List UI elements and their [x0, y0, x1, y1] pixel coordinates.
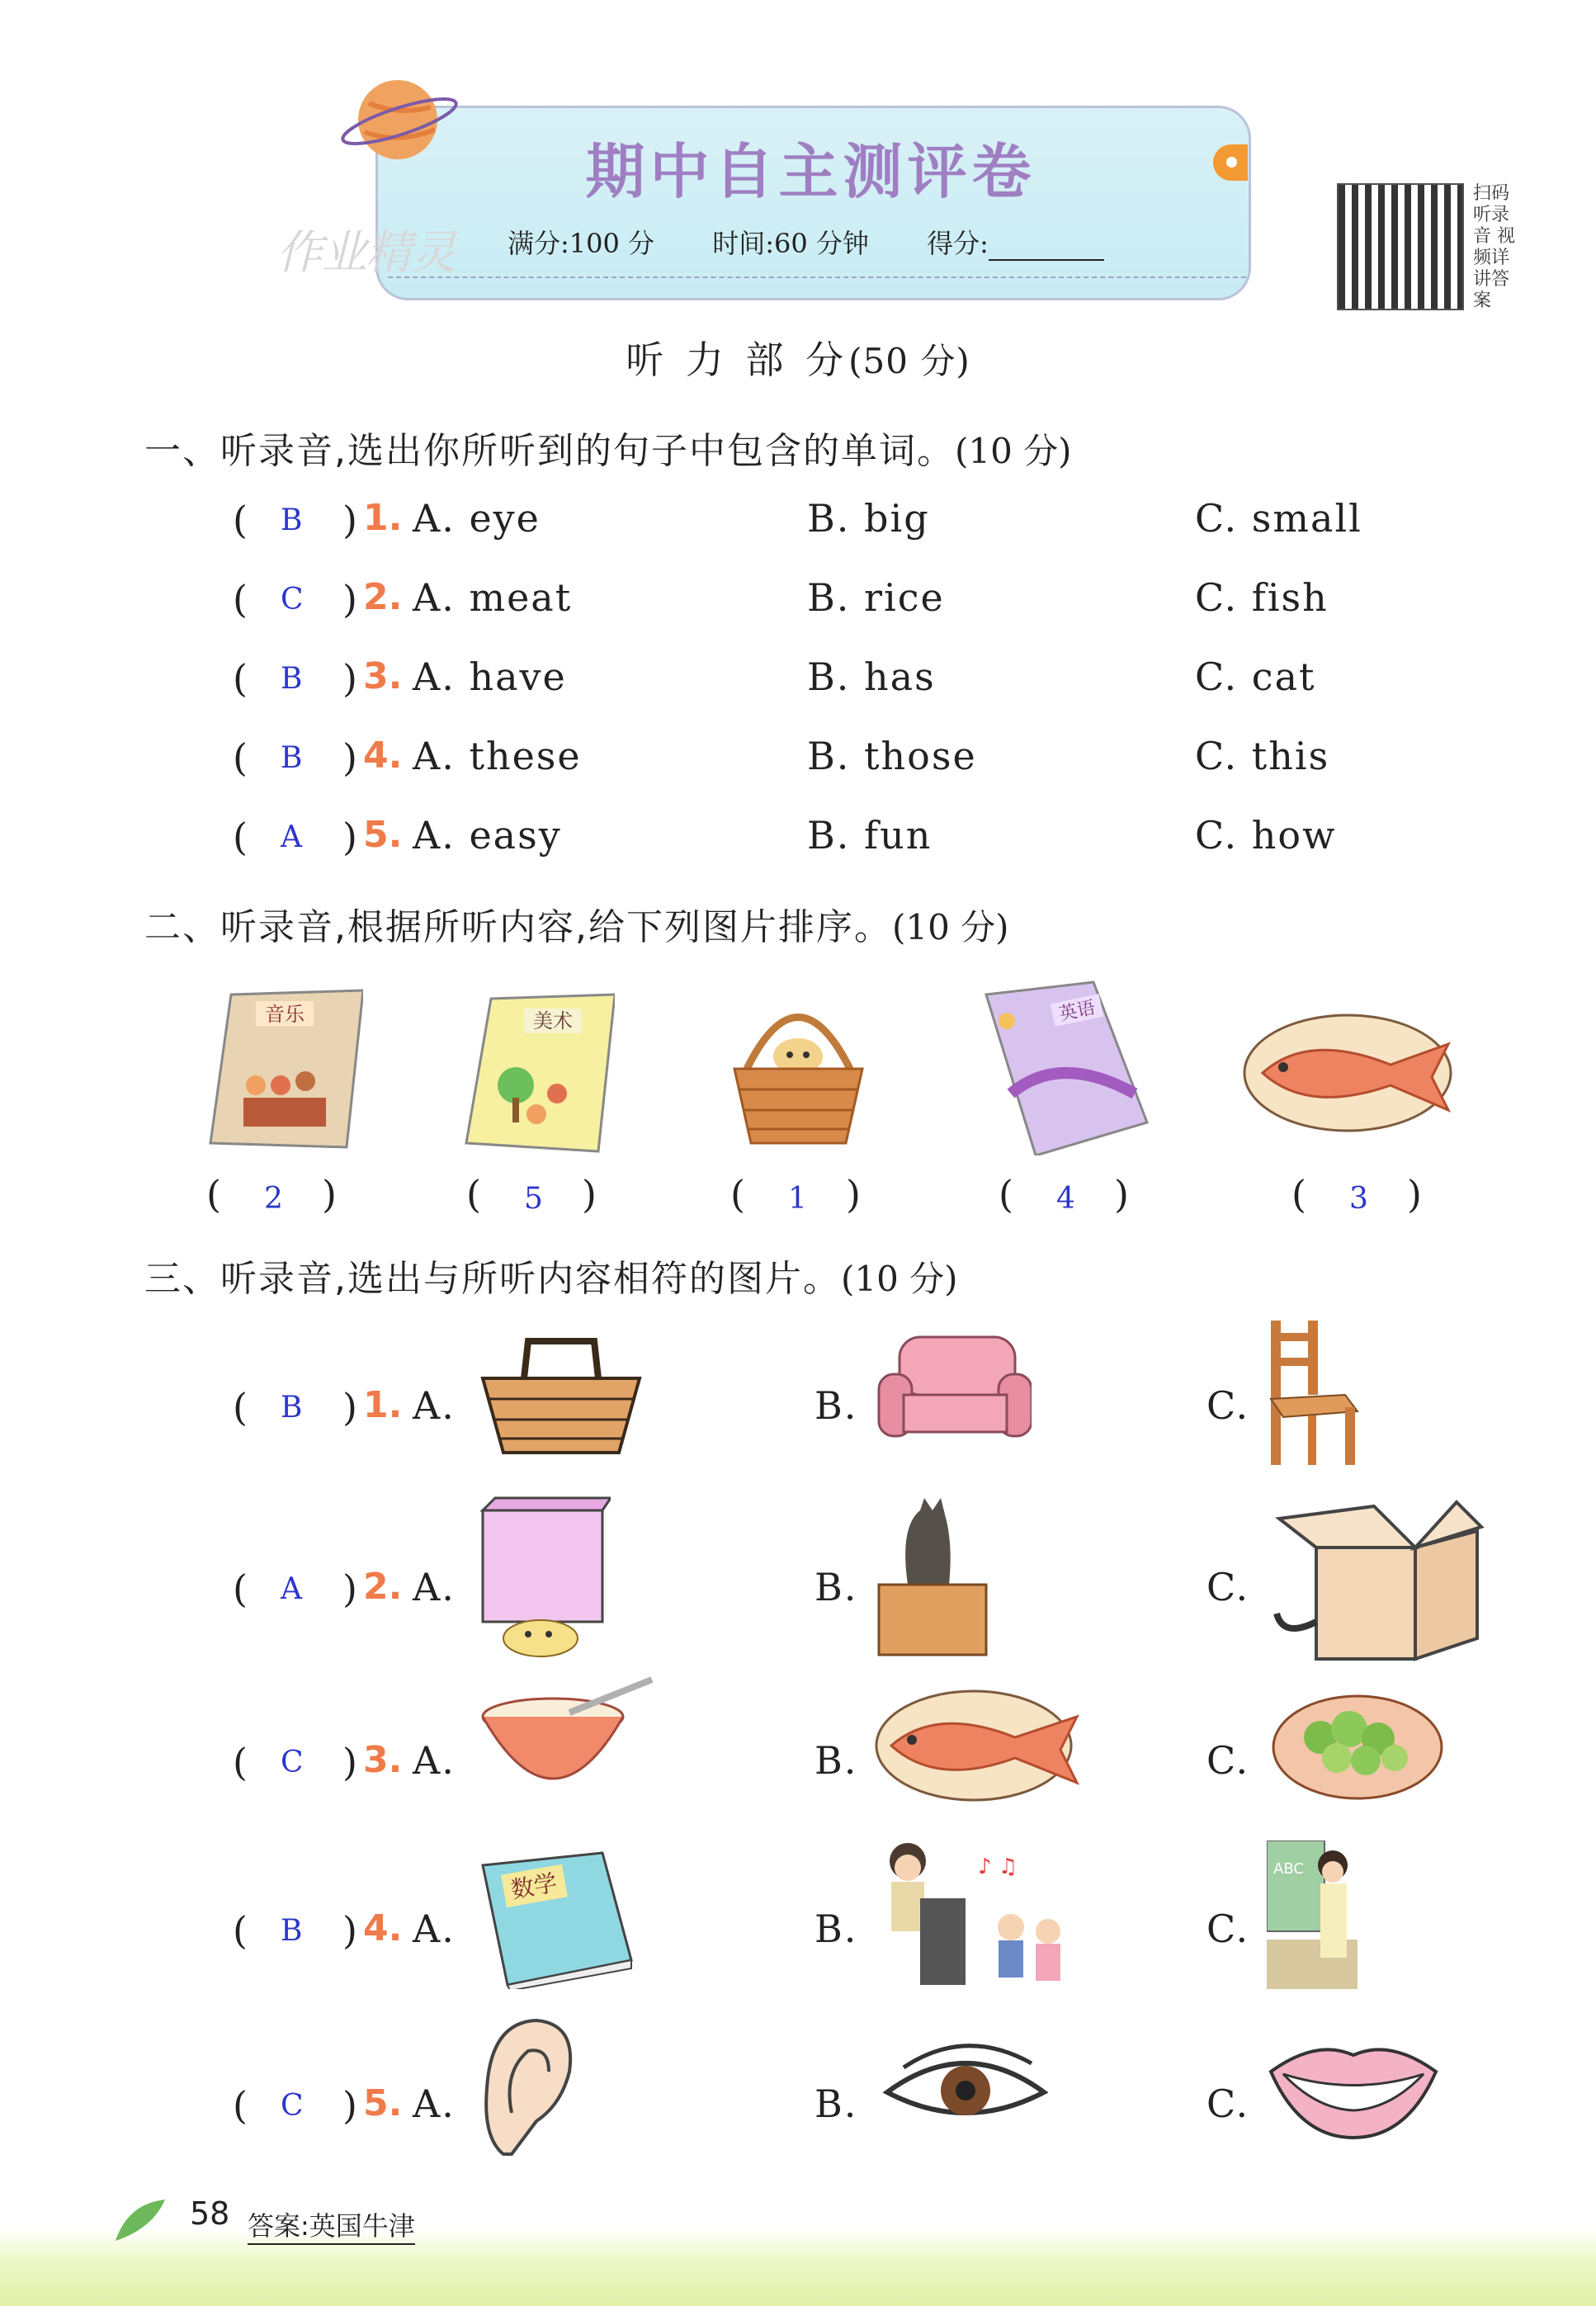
footer-ground: [0, 2228, 1596, 2306]
section2-title: 二、听录音,根据所听内容,给下列图片排序。(10 分): [144, 906, 1009, 948]
close-paren: ): [342, 815, 357, 859]
section3-row: [233, 2079, 1429, 2129]
part-heading: 听 力 部 分(50 分): [626, 338, 970, 382]
section1-row: [233, 731, 1429, 781]
picture-answer: ( 5 ): [466, 1172, 597, 1217]
option-b-label[interactable]: B.: [815, 1738, 858, 1783]
order-blank[interactable]: 2: [264, 1182, 283, 1216]
basket-icon: [479, 1333, 644, 1457]
section3-row: [233, 1381, 1429, 1430]
answer-blank[interactable]: B: [281, 662, 303, 696]
noodle-bowl-icon: [479, 1675, 660, 1807]
svg-text:美术: 美术: [533, 1009, 573, 1033]
score-label: 得分:: [927, 228, 1154, 259]
open-paren: (: [233, 498, 248, 542]
exam-info: [508, 223, 1203, 261]
art-book-icon: [458, 990, 615, 1155]
option-a[interactable]: A. eye: [413, 496, 541, 541]
close-paren: ): [342, 1740, 357, 1784]
option-c[interactable]: C. small: [1195, 496, 1362, 541]
option-b[interactable]: B. fun: [807, 813, 933, 858]
exam-title: 期中自主测评卷: [585, 137, 1036, 206]
question-number: 2.: [363, 1566, 403, 1608]
chair-icon: [1263, 1316, 1362, 1469]
leaf-icon: [111, 2195, 169, 2245]
close-paren: ): [342, 577, 357, 621]
cat-in-box-icon: [1267, 1498, 1485, 1663]
question-number: 5.: [363, 814, 403, 856]
section1-row: [233, 573, 1429, 622]
svg-text:英语: 英语: [1057, 997, 1098, 1026]
close-paren: ): [342, 735, 357, 780]
question-number: 1.: [363, 1384, 403, 1426]
option-c-label[interactable]: C.: [1206, 2082, 1250, 2126]
option-a-label[interactable]: A.: [413, 1907, 456, 1951]
open-paren: (: [233, 577, 248, 621]
open-paren: (: [233, 1740, 248, 1784]
option-a-label[interactable]: A.: [413, 2082, 456, 2126]
close-paren: ): [342, 1908, 357, 1953]
basket-cat-icon: [726, 990, 871, 1151]
english-class-icon: [1267, 1841, 1358, 1989]
question-number: 3.: [363, 655, 403, 697]
qr-code[interactable]: [1337, 183, 1464, 310]
page-number: 58: [190, 2195, 230, 2232]
option-a-label[interactable]: A.: [413, 1565, 456, 1609]
answer-blank[interactable]: B: [281, 1914, 303, 1948]
answer-blank[interactable]: B: [281, 503, 303, 537]
vegetable-plate-icon: [1271, 1688, 1444, 1803]
answer-blank[interactable]: A: [281, 820, 302, 854]
order-blank[interactable]: 4: [1056, 1182, 1075, 1216]
score-blank: [989, 236, 1104, 261]
option-b-label[interactable]: B.: [815, 2082, 858, 2126]
section3-row: [233, 1562, 1429, 1612]
option-c[interactable]: C. cat: [1195, 654, 1316, 699]
ear-icon: [479, 2014, 578, 2162]
option-b-label[interactable]: B.: [815, 1907, 858, 1951]
option-a[interactable]: A. easy: [413, 813, 562, 858]
answer-blank[interactable]: B: [281, 1391, 303, 1425]
section1-title: 一、听录音,选出你所听到的句子中包含的单词。(10 分): [144, 430, 1072, 472]
option-a[interactable]: A. have: [413, 654, 567, 699]
option-c[interactable]: C. this: [1195, 734, 1330, 778]
close-paren: ): [342, 1385, 357, 1429]
picture-answer: ( 3 ): [1291, 1172, 1422, 1217]
music-book-icon: [206, 986, 363, 1151]
svg-text:ABC: ABC: [1273, 1860, 1304, 1878]
answer-source: 答案:英国牛津: [248, 2205, 415, 2245]
section3-row: [233, 1904, 1429, 1954]
option-b-label[interactable]: B.: [815, 1565, 858, 1609]
svg-text:音乐: 音乐: [265, 1003, 305, 1026]
qr-caption: 扫码听录音 视频详讲答案: [1473, 183, 1515, 311]
answer-blank[interactable]: C: [281, 2089, 304, 2123]
cat-under-box-icon: [479, 1494, 611, 1659]
close-paren: ): [342, 1566, 357, 1611]
fish-plate-icon: [875, 1688, 1085, 1803]
question-number: 4.: [363, 735, 403, 777]
open-paren: (: [233, 1908, 248, 1953]
svg-text:数学: 数学: [508, 1869, 560, 1904]
open-paren: (: [233, 815, 248, 859]
question-number: 1.: [363, 497, 403, 539]
question-number: 3.: [363, 1739, 403, 1781]
section1-row: [233, 494, 1429, 543]
option-c-label[interactable]: C.: [1206, 1383, 1250, 1428]
order-blank[interactable]: 1: [788, 1182, 807, 1216]
close-paren: ): [342, 2083, 357, 2128]
option-b[interactable]: B. has: [807, 654, 936, 699]
eye-icon: [883, 2043, 1048, 2134]
picture-answer: ( 4 ): [999, 1172, 1129, 1217]
option-c[interactable]: C. fish: [1195, 575, 1329, 620]
option-b[interactable]: B. big: [807, 496, 930, 541]
exam-time: 时间:60 分钟: [712, 228, 869, 259]
open-paren: (: [233, 656, 248, 701]
option-b[interactable]: B. those: [807, 734, 977, 778]
open-paren: (: [233, 1385, 248, 1429]
option-b-label[interactable]: B.: [815, 1383, 858, 1428]
svg-text:♪ ♫: ♪ ♫: [978, 1855, 1018, 1879]
close-paren: ): [342, 498, 357, 542]
close-paren: ): [342, 656, 357, 701]
open-paren: (: [233, 2083, 248, 2128]
option-c[interactable]: C. how: [1195, 813, 1337, 858]
picture-answer: ( 2 ): [206, 1172, 337, 1217]
open-paren: (: [233, 1566, 248, 1611]
answer-blank[interactable]: B: [281, 741, 303, 775]
order-blank[interactable]: 3: [1349, 1182, 1368, 1216]
answer-blank[interactable]: C: [281, 1746, 304, 1779]
question-number: 5.: [363, 2082, 403, 2124]
picture-answer: ( 1 ): [730, 1172, 861, 1217]
option-a[interactable]: A. these: [413, 734, 582, 778]
math-book-icon: [479, 1849, 635, 1989]
music-class-icon: [871, 1836, 1073, 1993]
question-number: 4.: [363, 1907, 403, 1949]
section1-row: [233, 810, 1429, 860]
option-c-label[interactable]: C.: [1206, 1907, 1250, 1951]
answer-blank[interactable]: C: [281, 583, 304, 617]
question-number: 2.: [363, 576, 403, 618]
option-a-label[interactable]: A.: [413, 1738, 456, 1783]
watermark: 作业精灵: [276, 226, 455, 280]
sofa-icon: [875, 1333, 1032, 1457]
option-a[interactable]: A. meat: [413, 575, 573, 620]
open-paren: (: [233, 735, 248, 780]
mouth-icon: [1267, 2034, 1440, 2142]
section1-row: [233, 652, 1429, 702]
banner-divider: [388, 276, 1246, 278]
option-b[interactable]: B. rice: [807, 575, 945, 620]
answer-blank[interactable]: A: [281, 1572, 302, 1606]
option-a-label[interactable]: A.: [413, 1383, 456, 1428]
english-book-icon: [978, 978, 1151, 1155]
fish-plate-icon: [1242, 1011, 1461, 1135]
option-c-label[interactable]: C.: [1206, 1738, 1250, 1783]
cat-on-box-icon: [875, 1494, 990, 1659]
option-c-label[interactable]: C.: [1206, 1565, 1250, 1609]
section3-row: [233, 1736, 1429, 1785]
section3-title: 三、听录音,选出与所听内容相符的图片。(10 分): [144, 1258, 958, 1300]
full-score: 满分:100 分: [508, 228, 655, 259]
order-blank[interactable]: 5: [524, 1182, 543, 1216]
